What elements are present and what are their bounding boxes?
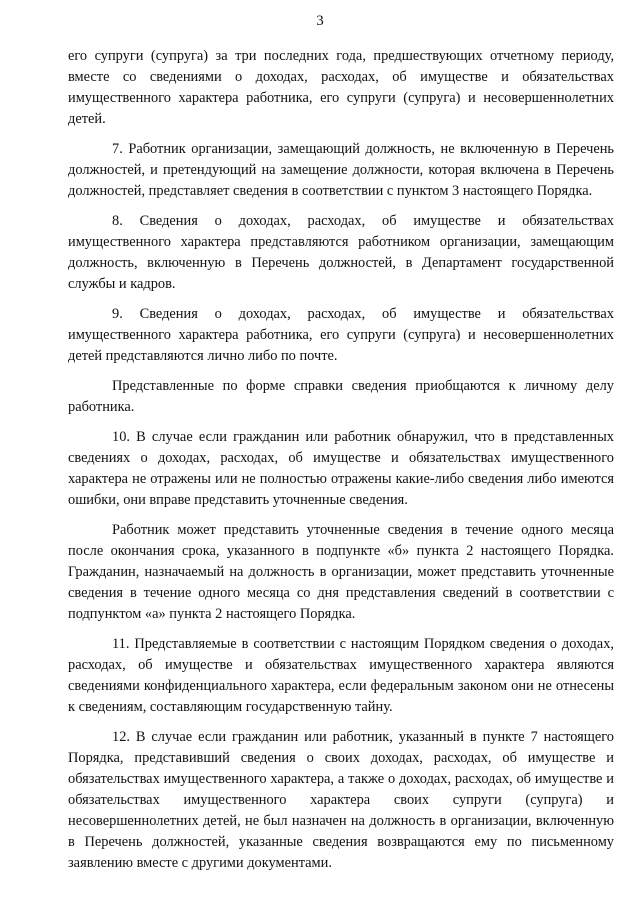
- paragraph-item-10: 10. В случае если гражданин или работник обнаружил, что в представленных сведениях о доходах, расходах, об имуществе и обязательствах имущественного характера не отражены или не полностью отражены какие-либо сведения либо имеются ошибки, они вправе представить уточненные сведения.: [68, 429, 614, 508]
- paragraph-item-8: 8. Сведения о доходах, расходах, об имуществе и обязательствах имущественного характера представляются работником организации, замещающим должность, включенную в Перечень должностей, в Департамент государственной службы и кадров.: [68, 213, 614, 292]
- page-number: 3: [316, 13, 324, 29]
- paragraph-continuation: его супруги (супруга) за три последних года, предшествующих отчетному периоду, вместе со сведениями о доходах, расходах, об имуществе и обязательствах имущественного характера работника, его супруги (супруга) и несовершеннолетних детей.: [68, 48, 614, 127]
- paragraph-item-9: 9. Сведения о доходах, расходах, об имуществе и обязательствах имущественного характера работника, его супруги (супруга) и несовершеннолетних детей представляются лично либо по почте.: [68, 306, 614, 364]
- document-body: [68, 46, 614, 883]
- paragraph-item-7: 7. Работник организации, замещающий должность, не включенную в Перечень должностей, и претендующий на замещение должности, которая включена в Перечень должностей, представляет сведения в соответствии с пунктом 3 настоящего Порядка.: [68, 141, 614, 199]
- paragraph-item-12: 12. В случае если гражданин или работник, указанный в пункте 7 настоящего Порядка, представивший сведения о своих доходах, расходах, об имуществе и обязательствах имущественного характера, а также о доходах, расходах, об имуществе и обязательствах имущественного характера своих супруги (супруга) и несовершеннолетних детей, не был назначен на должность в организации, включенную в Перечень должностей, указанные сведения возвращаются ему по письменному заявлению вместе с другими документами.: [68, 729, 614, 871]
- paragraph-item-10-note: Работник может представить уточненные сведения в течение одного месяца после окончания срока, указанного в подпункте «б» пункта 2 настоящего Порядка. Гражданин, назначаемый на должность в организации, может представить уточненные сведения в течение одного месяца со дня представления сведений в соответствии с подпунктом «а» пункта 2 настоящего Порядка.: [68, 522, 614, 622]
- paragraph-item-11: 11. Представляемые в соответствии с настоящим Порядком сведения о доходах, расходах, об имуществе и обязательствах имущественного характера являются сведениями конфиденциального характера, если федеральным законом они не отнесены к сведениям, составляющим государственную тайну.: [68, 636, 614, 715]
- paragraph-item-9-note: Представленные по форме справки сведения приобщаются к личному делу работника.: [68, 378, 614, 415]
